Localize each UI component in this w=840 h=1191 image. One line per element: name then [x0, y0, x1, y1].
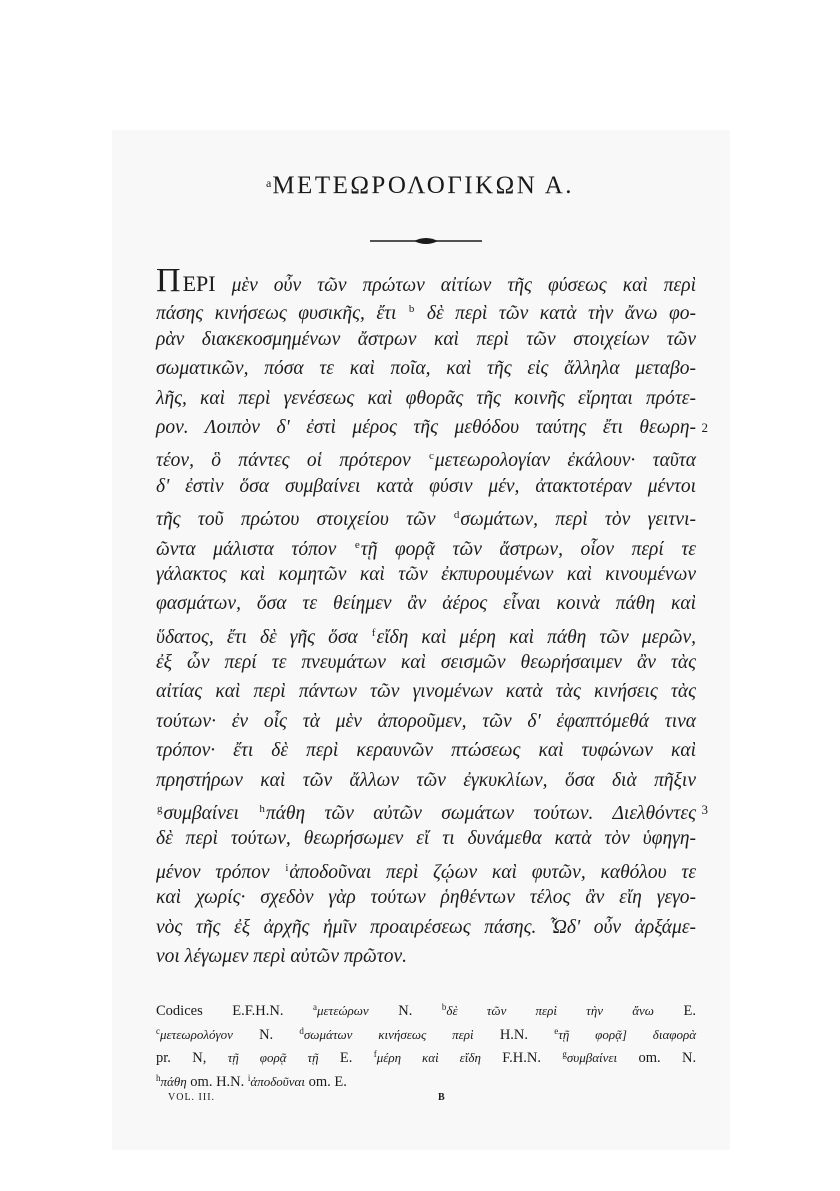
note-marker: e	[554, 1025, 559, 1036]
apparatus-text: F.H.N.	[502, 1050, 541, 1066]
line-text: λῆς, καὶ περὶ γενέσεως καὶ φθορᾶς τῆς κοινῆς εἴρηται πρότε-	[156, 387, 696, 409]
line-text: σωμάτων, περὶ τὸν γειτνι-	[460, 509, 696, 531]
text-line	[156, 883, 696, 912]
line-text: ἐξ ὧν περί τε πνευμάτων καὶ σεισμῶν θεωρήσαιμεν ἂν τὰς	[156, 652, 696, 674]
line-text: ρον. Λοιπὸν δ' ἐστὶ μέρος τῆς μεθόδου ταύτης ἔτι θεωρη-	[156, 416, 696, 438]
line-text: μετεωρολογίαν ἐκάλουν· ταῦτα	[434, 450, 696, 472]
line-text: ἀποδοῦναι περὶ ζῴων καὶ φυτῶν, καθόλου τε	[289, 861, 697, 883]
text-line	[156, 766, 696, 795]
line-text: πάσης κινήσεως φυσικῆς, ἔτι	[156, 303, 408, 325]
line-text: νὸς τῆς ἐξ ἀρχῆς ἡμῖν προαιρέσεως πάσης. Ὧδ' οὖν ἀρξάμε-	[156, 916, 696, 938]
footnote-marker: d	[453, 509, 460, 522]
line-text: τῇ φορᾷ τῶν ἄστρων, οἷον περί τε	[360, 538, 696, 560]
apparatus-text: E.	[683, 1003, 697, 1019]
line-text: εἴδη καὶ μέρη καὶ πάθη τῶν μερῶν,	[376, 626, 696, 648]
line-text: καὶ χωρίς· σχεδὸν γὰρ τούτων ῥηθέντων τέλος ἂν εἴη γεγο-	[156, 887, 696, 909]
text-line	[156, 619, 696, 648]
note-marker: h	[156, 1072, 161, 1083]
text-line	[156, 413, 708, 442]
variant-reading: σωμάτων κινήσεως περὶ	[303, 1026, 474, 1042]
variant-reading: τῇ φορᾷ] διαφορὰ	[558, 1026, 697, 1042]
line-text: πρηστήρων καὶ τῶν ἄλλων τῶν ἐγκυκλίων, ὅσα διὰ πῆξιν	[156, 769, 696, 791]
variant-reading: μετεώρων	[317, 1003, 369, 1018]
variant-reading: ἀποδοῦναι	[250, 1073, 305, 1089]
line-text: αἰτίας καὶ περὶ πάντων τῶν γινομένων κατὰ τὰς κινήσεις τὰς	[156, 681, 696, 703]
text-line	[156, 589, 696, 618]
apparatus-text: om. H.N.	[190, 1073, 245, 1090]
text-line	[156, 501, 696, 530]
main-text	[156, 262, 708, 971]
apparatus-text: om. E.	[308, 1073, 347, 1090]
line-text: τῆς τοῦ πρώτου στοιχείου τῶν	[156, 509, 453, 531]
note-marker: a	[313, 1002, 318, 1012]
apparatus-line	[156, 1069, 696, 1093]
note-marker: c	[156, 1025, 160, 1036]
text-line	[156, 442, 696, 471]
footnote-marker: g	[157, 803, 163, 816]
line-text: δ' ἐστὶν ὅσα συμβαίνει κατὰ φύσιν μέν, ἀτακτοτέραν μέντοι	[156, 475, 696, 497]
apparatus-line	[156, 998, 696, 1022]
text-line	[156, 531, 696, 560]
apparatus-line	[156, 1045, 696, 1069]
apparatus-line	[156, 1022, 696, 1046]
text-line	[156, 736, 696, 765]
text-line	[156, 472, 696, 501]
line-text: φασμάτων, ὅσα τε θείημεν ἂν ἀέρος εἶναι κοινὰ πάθη καὶ	[156, 593, 696, 615]
variant-reading: μετεωρολόγον	[160, 1026, 233, 1042]
critical-apparatus	[156, 998, 696, 1092]
apparatus-text: E.	[339, 1050, 353, 1066]
line-text: τρόπον· ἔτι δὲ περὶ κεραυνῶν πτώσεως καὶ τυφώνων καὶ	[156, 740, 696, 762]
footnote-marker: c	[428, 450, 434, 463]
apparatus-text: pr. N,	[156, 1050, 207, 1066]
apparatus-text: N.	[259, 1026, 274, 1043]
line-text: πάθη τῶν αὐτῶν σωμάτων τούτων. Διελθόντες	[265, 803, 697, 825]
ornament-rule	[370, 234, 482, 248]
drop-cap: Π	[156, 262, 181, 299]
text-line	[156, 384, 696, 413]
text-line	[156, 824, 696, 853]
line-text: μένον τρόπον	[156, 861, 285, 883]
line-text: νοι λέγωμεν περὶ αὐτῶν πρῶτον.	[156, 945, 408, 967]
footnote-marker: i	[285, 861, 289, 874]
line-text: ῶντα μάλιστα τόπον	[156, 538, 354, 560]
line-text: συμβαίνει	[163, 803, 259, 825]
signature-mark: B	[438, 1092, 446, 1103]
text-line	[156, 560, 696, 589]
title-text: ΜΕΤΕΩΡΟΛΟΓΙΚΩΝ Α.	[272, 172, 574, 199]
text-line	[156, 648, 696, 677]
note-marker: d	[299, 1025, 304, 1036]
variant-reading: τῇ φορᾷ τῇ	[227, 1050, 319, 1065]
text-line	[156, 295, 696, 324]
text-line	[156, 354, 696, 383]
section-number: 3	[701, 802, 708, 818]
footnote-marker: e	[354, 538, 360, 551]
variant-reading: δὲ τῶν περὶ τὴν ἄνω	[446, 1003, 654, 1018]
line-text: δὲ περὶ τούτων, θεωρήσωμεν εἴ τι δυνάμεθα κατὰ τὸν ὑφηγη-	[156, 828, 696, 850]
note-marker: i	[247, 1072, 251, 1083]
text-line	[156, 795, 708, 825]
note-marker: f	[373, 1049, 377, 1059]
footnote-marker: f	[371, 626, 376, 639]
variant-reading: συμβαίνει	[566, 1050, 618, 1065]
text-line	[156, 707, 696, 736]
page-title	[0, 172, 840, 200]
line-text: μὲν οὖν τῶν πρώτων αἰτίων τῆς φύσεως καὶ περὶ	[215, 275, 696, 296]
line-text: σωματικῶν, πόσα τε καὶ ποῖα, καὶ τῆς εἰς ἄλληλα μεταβο-	[156, 358, 696, 380]
line-text: ὕδατος, ἔτι δὲ γῆς ὅσα	[156, 626, 371, 648]
apparatus-text: Codices E.F.H.N.	[156, 1003, 284, 1019]
title-note-marker: a	[265, 176, 272, 190]
footnote-marker: b	[408, 303, 415, 316]
line-text: ρὰν διακεκοσμημένων ἄστρων καὶ περὶ τῶν στοιχείων τῶν	[156, 328, 696, 350]
text-line	[156, 942, 696, 971]
apparatus-text: om. N.	[638, 1050, 697, 1066]
line-text: δὲ περὶ τῶν κατὰ τὴν ἄνω φο-	[415, 303, 696, 325]
line-text: τούτων· ἐν οἷς τὰ μὲν ἀποροῦμεν, τῶν δ' ἐφαπτόμεθά τινα	[156, 710, 696, 732]
apparatus-text: H.N.	[499, 1026, 529, 1043]
line-text: τέον, ὃ πάντες οἱ πρότερον	[156, 450, 428, 472]
volume-label: VOL. III.	[168, 1092, 216, 1103]
line-text: γάλακτος καὶ κομητῶν καὶ τῶν ἐκπυρουμένων καὶ κινουμένων	[156, 563, 696, 585]
variant-reading: μέρη καὶ εἴδη	[376, 1050, 481, 1065]
text-line	[156, 325, 696, 354]
text-line	[156, 913, 696, 942]
text-line	[156, 677, 696, 706]
opening-capitals: ΕΡΙ	[182, 271, 216, 296]
text-line	[156, 854, 696, 883]
apparatus-text: N.	[398, 1003, 413, 1019]
note-marker: g	[562, 1049, 567, 1059]
text-line	[156, 262, 696, 299]
note-marker: b	[441, 1002, 447, 1012]
footnote-marker: h	[259, 803, 265, 816]
section-number: 2	[701, 419, 708, 435]
variant-reading: πάθη	[160, 1073, 187, 1089]
